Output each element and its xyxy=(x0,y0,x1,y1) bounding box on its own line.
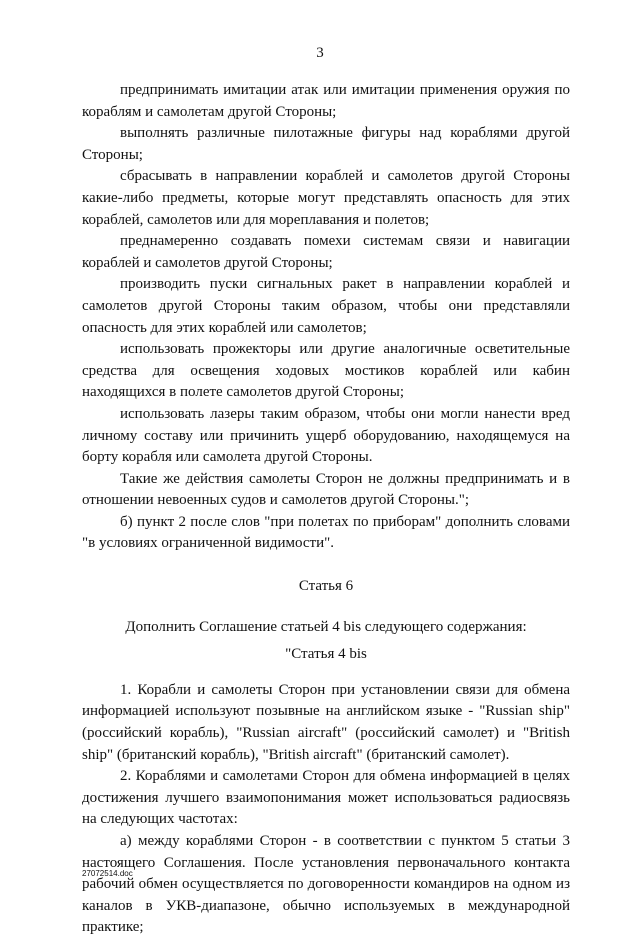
page-number: 3 xyxy=(316,45,324,61)
article-paragraph: 1. Корабли и самолеты Сторон при установлении связи для обмена информацией используют позывные на английском языке - "Russian ship" (российский корабль), "Russian aircraft" (российский самолет) и "British ship" (британский корабль), "British aircraft" (британский самолет). xyxy=(82,681,570,763)
article-intro: Дополнить Соглашение статьей 4 bis следующего содержания: xyxy=(125,618,527,635)
article-paragraph: 2. Кораблями и самолетами Сторон для обмена информацией в целях достижения лучшего взаимопонимания может использоваться радиосвязь на следующих частотах: xyxy=(82,768,570,828)
paragraph: выполнять различные пилотажные фигуры над кораблями другой Стороны; xyxy=(82,125,570,163)
paragraph: предпринимать имитации атак или имитации применения оружия по кораблям и самолетам другой Стороны; xyxy=(82,82,570,120)
article-paragraph: а) между кораблями Сторон - в соответствии с пунктом 5 статьи 3 настоящего Соглашения. После установления первоначального контакта рабочий обмен осуществляется по договоренности командиров на одном из каналов в УКВ-диапазоне, обычно используемых в международной практике; xyxy=(82,833,570,936)
paragraph: преднамеренно создавать помехи системам связи и навигации кораблей и самолетов другой Стороны; xyxy=(82,233,570,271)
quoted-article-heading: "Статья 4 bis xyxy=(285,646,367,663)
file-name-footer: 27072514.doc xyxy=(82,869,133,878)
paragraph: б) пункт 2 после слов "при полетах по приборам" дополнить словами "в условиях ограниченной видимости". xyxy=(82,513,570,552)
paragraph: использовать лазеры таким образом, чтобы они могли нанести вред личному составу или причинить ущерб оборудованию, находящемуся на борту корабля или самолета другой Стороны. xyxy=(82,405,570,466)
article-heading: Статья 6 xyxy=(298,578,354,595)
paragraph: сбрасывать в направлении кораблей и самолетов другой Стороны какие-либо предметы, которые могут представлять опасность для этих кораблей, самолетов или для мореплавания и полетов; xyxy=(82,168,570,228)
document-body xyxy=(82,80,570,939)
paragraph: производить пуски сигнальных ракет в направлении кораблей и самолетов другой Стороны таким образом, чтобы они представляли опасность для этих кораблей или самолетов; xyxy=(82,276,570,336)
paragraph: Такие же действия самолеты Сторон не должны предпринимать и в отношении невоенных судов и самолетов другой Стороны."; xyxy=(82,470,570,509)
paragraph: использовать прожекторы или другие аналогичные осветительные средства для освещения ходовых мостиков кораблей или кабин находящихся в полете самолетов другой Стороны; xyxy=(82,341,570,401)
